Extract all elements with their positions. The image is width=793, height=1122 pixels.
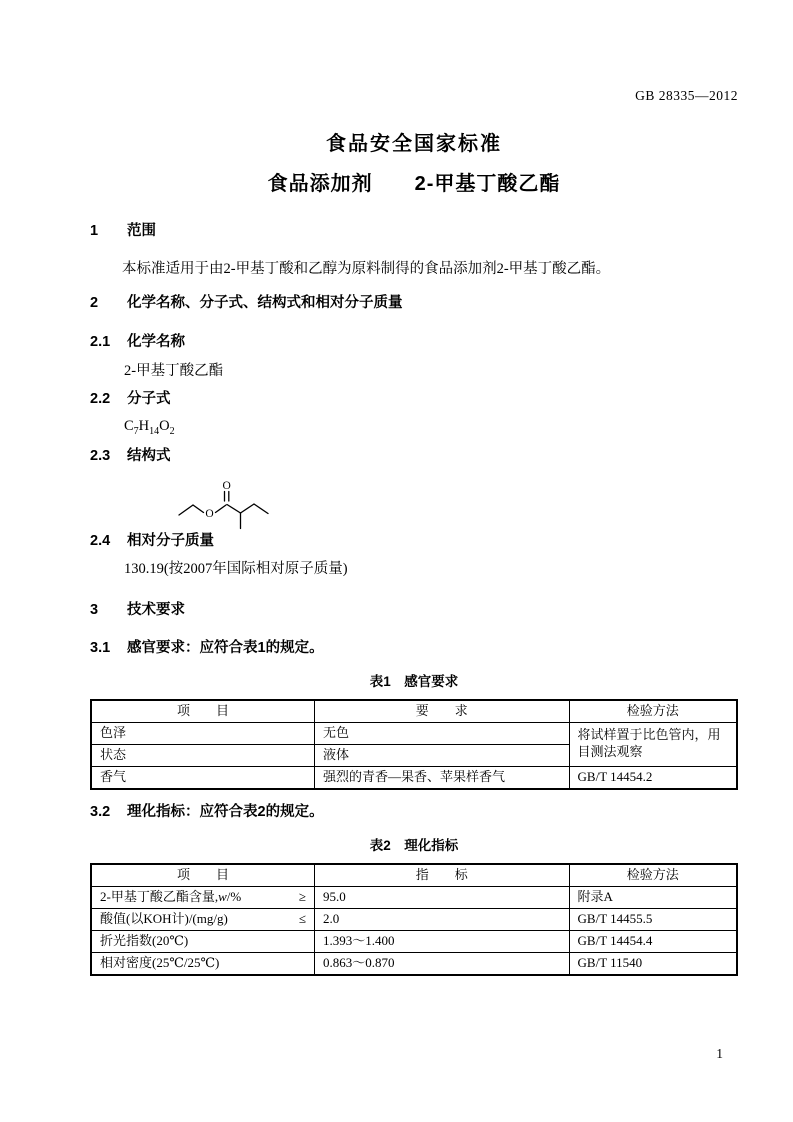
item-label: 折光指数(20℃)	[100, 932, 189, 948]
table1-row-color	[91, 722, 737, 744]
formula-subscript: 7	[133, 426, 139, 438]
section-2-3-title: 结构式	[127, 447, 171, 464]
cell-method: GB/T 14454.2	[569, 766, 737, 788]
cell-value: 1.393～1.400	[315, 930, 570, 952]
cell-item	[91, 930, 315, 952]
section-3-2-title: 理化指标：应符合表2的规定。	[127, 803, 324, 820]
cell-method: 将试样置于比色管内，用目测法观察	[569, 722, 737, 766]
section-2-4-number: 2.4	[90, 532, 111, 549]
table1-caption: 表1 感官要求	[369, 674, 459, 690]
table2-row-content	[91, 886, 737, 908]
chemical-name-text: 2-甲基丁酸乙酯	[124, 362, 224, 379]
cell-value: 95.0	[315, 886, 570, 908]
standard-number: GB 28335—2012	[635, 88, 738, 103]
cell-requirement: 液体	[315, 744, 570, 766]
section-2-heading	[90, 294, 738, 313]
section-2-1-heading	[90, 333, 738, 352]
section-2-3-heading	[90, 447, 738, 466]
section-3-heading	[90, 601, 738, 620]
formula-symbol: H	[138, 418, 150, 435]
bond-lines	[179, 491, 268, 528]
table1-header-requirement: 要 求	[315, 700, 570, 722]
relation-symbol: ≥	[298, 888, 307, 904]
section-2-number: 2	[90, 294, 99, 311]
table2-header-indicator: 指 标	[315, 864, 570, 886]
table1-header-item: 项 目	[91, 700, 315, 722]
cell-method: GB/T 14454.4	[569, 930, 737, 952]
cell-method: GB/T 11540	[569, 952, 737, 974]
section-3-1-heading	[90, 639, 738, 658]
item-label	[100, 889, 241, 906]
relation-symbol: ≤	[298, 910, 307, 926]
item-with-relation	[100, 955, 306, 972]
table1-header-method: 检验方法	[569, 700, 737, 722]
molecular-weight-text: 130.19(按2007年国际相对原子质量)	[124, 561, 348, 578]
table2-caption: 表2 理化指标	[369, 838, 459, 854]
section-1-number: 1	[90, 223, 99, 239]
item-with-relation	[100, 911, 306, 928]
item-unit: /%	[226, 888, 242, 904]
item-variable: w	[218, 888, 227, 904]
ester-oxygen-label: O	[205, 507, 214, 520]
structural-formula	[90, 476, 738, 532]
cell-item	[91, 886, 315, 908]
cell-value: 0.863～0.870	[315, 952, 570, 974]
table2-row-relative-density	[91, 952, 737, 974]
cell-method: 附录A	[569, 886, 737, 908]
formula-subscript: 2	[169, 426, 175, 438]
carbonyl-oxygen-label: O	[222, 479, 231, 492]
section-2-2-heading	[90, 390, 738, 409]
cell-requirement: 强烈的青香—果香、苹果样香气	[315, 766, 570, 788]
cell-value: 2.0	[315, 908, 570, 930]
table2-row-acid-value	[91, 908, 737, 930]
molecular-formula	[90, 416, 738, 439]
section-3-1-number: 3.1	[90, 640, 111, 657]
section-2-4-heading	[90, 532, 738, 551]
formula-subscript: 14	[149, 426, 160, 438]
section-2-2-title: 分子式	[127, 390, 171, 407]
table2-row-refractive-index	[91, 930, 737, 952]
section-1-heading	[90, 222, 738, 241]
table1-row-odor	[91, 766, 737, 788]
cell-method: GB/T 14455.5	[569, 908, 737, 930]
document-title: 食品安全国家标准	[326, 133, 502, 155]
sensory-requirements-table	[90, 699, 738, 790]
item-with-relation	[100, 933, 306, 950]
section-2-3-number: 2.3	[90, 447, 111, 464]
table2-header-row	[91, 864, 737, 886]
cell-item: 状态	[91, 744, 315, 766]
scope-paragraph: 本标准适用于由2-甲基丁酸和乙醇为原料制得的食品添加剂2-甲基丁酸乙酯。	[122, 260, 611, 277]
section-3-1-title: 感官要求：应符合表1的规定。	[127, 640, 324, 657]
table2-header-item: 项 目	[91, 864, 315, 886]
page-number: 1	[716, 1046, 723, 1061]
physicochemical-indicators-table	[90, 863, 738, 976]
section-3-title: 技术要求	[127, 601, 185, 618]
item-text: 2-甲基丁酸乙酯含量,	[100, 888, 219, 904]
formula-symbol: O	[159, 418, 170, 435]
cell-item	[91, 908, 315, 930]
section-3-2-heading	[90, 803, 738, 822]
section-2-1-number: 2.1	[90, 333, 111, 350]
section-2-title: 化学名称、分子式、结构式和相对分子质量	[127, 294, 403, 311]
section-3-2-number: 3.2	[90, 803, 111, 820]
item-label: 相对密度(25℃/25℃)	[100, 954, 220, 970]
section-2-1-title: 化学名称	[127, 333, 185, 350]
document-subtitle: 食品添加剂 2-甲基丁酸乙酯	[267, 173, 561, 195]
section-3-number: 3	[90, 601, 99, 618]
item-with-relation	[100, 889, 306, 906]
cell-item: 香气	[91, 766, 315, 788]
formula-symbol: C	[124, 418, 134, 435]
section-1-title: 范围	[127, 223, 156, 239]
cell-requirement: 无色	[315, 722, 570, 744]
section-2-4-title: 相对分子质量	[127, 532, 214, 549]
table2-header-method: 检验方法	[569, 864, 737, 886]
cell-item	[91, 952, 315, 974]
section-2-2-number: 2.2	[90, 390, 111, 407]
table1-header-row	[91, 700, 737, 722]
item-label: 酸值(以KOH计)/(mg/g)	[100, 910, 228, 926]
cell-item: 色泽	[91, 722, 315, 744]
chemical-structure-diagram	[175, 476, 281, 532]
